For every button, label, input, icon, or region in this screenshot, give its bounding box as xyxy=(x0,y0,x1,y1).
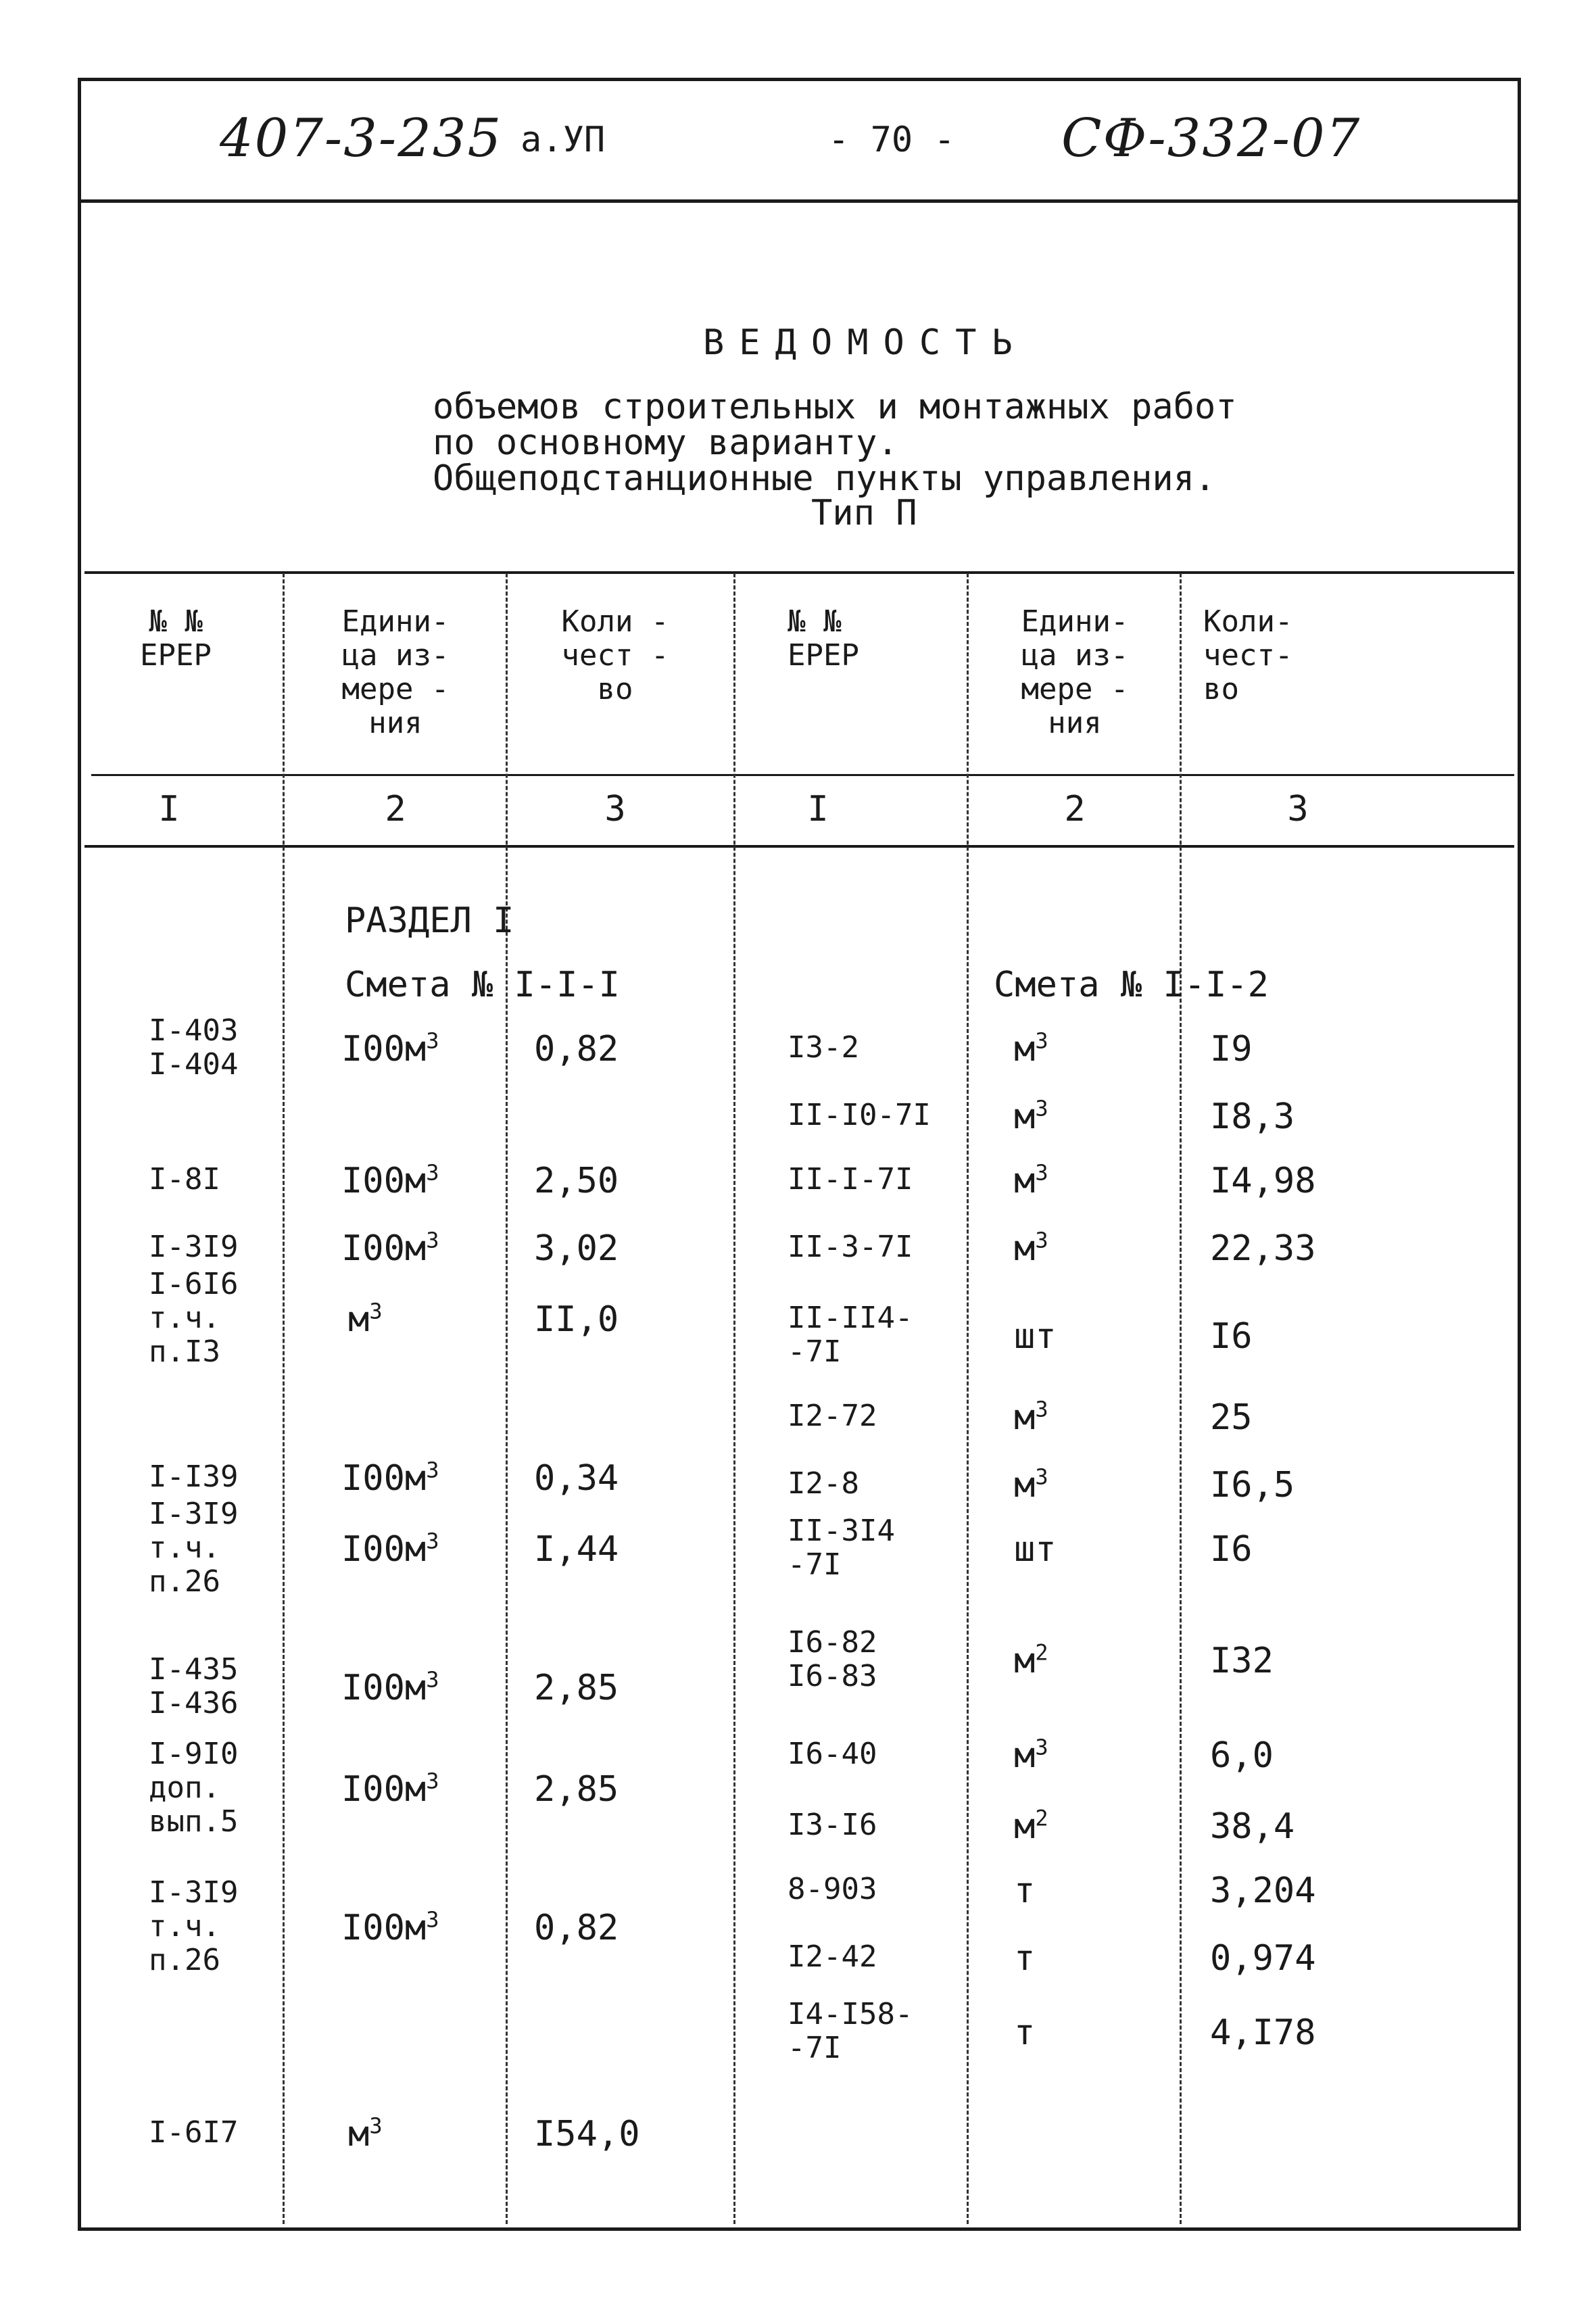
left-row-code: I-I39 xyxy=(149,1459,239,1494)
page-number: - 70 - xyxy=(828,120,955,160)
left-row-code: I-6I6 т.ч. п.I3 xyxy=(149,1267,239,1369)
right-row-quantity: 6,0 xyxy=(1210,1735,1274,1776)
left-row-unit: $I00м^3$ xyxy=(341,1528,439,1570)
document-code: 407-3-235 xyxy=(220,108,503,169)
right-row-code: II-I-7I xyxy=(788,1162,913,1197)
column-divider xyxy=(506,573,508,2224)
left-row-unit: $I00м^3$ xyxy=(341,1227,439,1269)
left-row-quantity: 2,85 xyxy=(534,1769,619,1810)
column-divider xyxy=(283,573,285,2224)
left-row-code: I-403 I-404 xyxy=(149,1013,239,1082)
right-row-unit: $м^3$ xyxy=(1014,1396,1048,1438)
left-row-quantity: 0,82 xyxy=(534,1029,619,1069)
right-row-code: I3-I6 xyxy=(788,1808,877,1842)
right-row-unit: $м^3$ xyxy=(1014,1464,1048,1505)
col-number: 3 xyxy=(1287,789,1309,829)
header-divider xyxy=(78,199,1521,203)
right-row-quantity: 38,4 xyxy=(1210,1806,1295,1847)
left-row-code: I-3I9 т.ч. п.26 xyxy=(149,1875,239,1977)
right-row-unit: шт xyxy=(1014,1316,1057,1357)
left-row-unit: $I00м^3$ xyxy=(341,1159,439,1201)
title-line-3: Общеподстанционные пункты управления. xyxy=(433,458,1216,499)
col-number: I xyxy=(158,789,180,829)
title-line-4: Тип П xyxy=(811,493,917,533)
right-row-code: II-I0-7I xyxy=(788,1098,931,1132)
right-row-unit: $м^3$ xyxy=(1014,1734,1048,1776)
left-row-unit: $м^3$ xyxy=(348,1298,383,1340)
right-row-code: I2-72 xyxy=(788,1399,877,1433)
right-row-quantity: 4,I78 xyxy=(1210,2012,1316,2053)
left-row-code: I-6I7 xyxy=(149,2115,239,2150)
right-row-code: II-II4- -7I xyxy=(788,1301,913,1369)
col-header-quantity: Коли - чест - во xyxy=(561,604,669,706)
column-header-rule xyxy=(91,774,1514,776)
left-row-code: I-8I xyxy=(149,1162,220,1197)
table-top-rule xyxy=(84,571,1514,574)
right-row-quantity: I8,3 xyxy=(1210,1096,1295,1137)
col-header-quantity-right: Коли- чест- во xyxy=(1203,604,1293,706)
right-row-unit: т xyxy=(1014,1938,1036,1979)
column-divider xyxy=(1180,573,1182,2224)
title-line-2: по основному варианту. xyxy=(433,423,898,463)
column-divider xyxy=(967,573,969,2224)
section-heading: РАЗДЕЛ I xyxy=(345,900,514,941)
estimate-label-left: Смета № I-I-I xyxy=(345,965,620,1005)
col-header-unit: Едини- ца из- мере - ния xyxy=(341,604,450,740)
left-row-unit: $м^3$ xyxy=(348,2113,383,2154)
col-header-erer-right: № № ЕРЕР xyxy=(788,604,859,673)
col-header-unit-right: Едини- ца из- мере - ния xyxy=(1021,604,1129,740)
right-row-quantity: I9 xyxy=(1210,1029,1253,1069)
title-line-1: объемов строительных и монтажных работ xyxy=(433,387,1237,427)
right-row-unit: $м^2$ xyxy=(1014,1805,1048,1847)
right-row-quantity: 3,204 xyxy=(1210,1871,1316,1911)
album-label: а.УП xyxy=(521,120,606,160)
col-number: I xyxy=(807,789,829,829)
column-divider xyxy=(733,573,735,2224)
right-row-unit: шт xyxy=(1014,1529,1057,1570)
right-row-quantity: 0,974 xyxy=(1210,1938,1316,1979)
right-row-code: I2-42 xyxy=(788,1939,877,1974)
right-row-unit: $м^2$ xyxy=(1014,1639,1048,1681)
left-row-code: I-3I9 xyxy=(149,1230,239,1264)
right-row-quantity: I6,5 xyxy=(1210,1465,1295,1505)
left-row-unit: $I00м^3$ xyxy=(341,1666,439,1708)
left-row-quantity: 2,85 xyxy=(534,1668,619,1708)
column-numbers-rule xyxy=(84,845,1514,848)
right-row-code: I6-82 I6-83 xyxy=(788,1625,877,1693)
left-row-quantity: 0,34 xyxy=(534,1458,619,1499)
right-row-code: I3-2 xyxy=(788,1030,859,1065)
right-row-code: I6-40 xyxy=(788,1737,877,1771)
left-row-unit: $I00м^3$ xyxy=(341,1457,439,1499)
left-row-code: I-9I0 доп. вып.5 xyxy=(149,1737,239,1839)
right-row-code: II-3I4 -7I xyxy=(788,1514,895,1582)
left-row-unit: $I00м^3$ xyxy=(341,1768,439,1810)
left-row-code: I-435 I-436 xyxy=(149,1652,239,1720)
col-number: 2 xyxy=(1064,789,1086,829)
right-row-unit: т xyxy=(1014,1871,1036,1911)
col-number: 3 xyxy=(604,789,626,829)
right-row-code: I4-I58- -7I xyxy=(788,1997,913,2065)
left-row-unit: $I00м^3$ xyxy=(341,1028,439,1069)
right-row-unit: $м^3$ xyxy=(1014,1095,1048,1137)
right-row-quantity: I6 xyxy=(1210,1529,1253,1570)
right-row-unit: $м^3$ xyxy=(1014,1028,1048,1069)
estimate-label-right: Смета № I-I-2 xyxy=(994,965,1269,1005)
left-row-quantity: I54,0 xyxy=(534,2114,640,2154)
right-row-code: I2-8 xyxy=(788,1466,859,1501)
right-row-quantity: 25 xyxy=(1210,1397,1253,1438)
right-row-quantity: I4,98 xyxy=(1210,1161,1316,1201)
left-row-unit: $I00м^3$ xyxy=(341,1906,439,1948)
sheet-code: СФ-332-07 xyxy=(1061,108,1361,169)
right-row-unit: $м^3$ xyxy=(1014,1159,1048,1201)
right-row-quantity: 22,33 xyxy=(1210,1228,1316,1269)
document-heading: ВЕДОМОСТЬ xyxy=(703,322,1027,363)
left-row-code: I-3I9 т.ч. п.26 xyxy=(149,1497,239,1599)
right-row-quantity: I32 xyxy=(1210,1641,1274,1681)
right-row-code: 8-903 xyxy=(788,1872,877,1906)
right-row-code: II-3-7I xyxy=(788,1230,913,1264)
left-row-quantity: 3,02 xyxy=(534,1228,619,1269)
right-row-quantity: I6 xyxy=(1210,1316,1253,1357)
col-number: 2 xyxy=(385,789,406,829)
right-row-unit: т xyxy=(1014,2012,1036,2053)
right-row-unit: $м^3$ xyxy=(1014,1227,1048,1269)
left-row-quantity: 2,50 xyxy=(534,1161,619,1201)
left-row-quantity: II,0 xyxy=(534,1299,619,1340)
left-row-quantity: I,44 xyxy=(534,1529,619,1570)
col-header-erer: № № ЕРЕР xyxy=(140,604,212,673)
left-row-quantity: 0,82 xyxy=(534,1908,619,1948)
